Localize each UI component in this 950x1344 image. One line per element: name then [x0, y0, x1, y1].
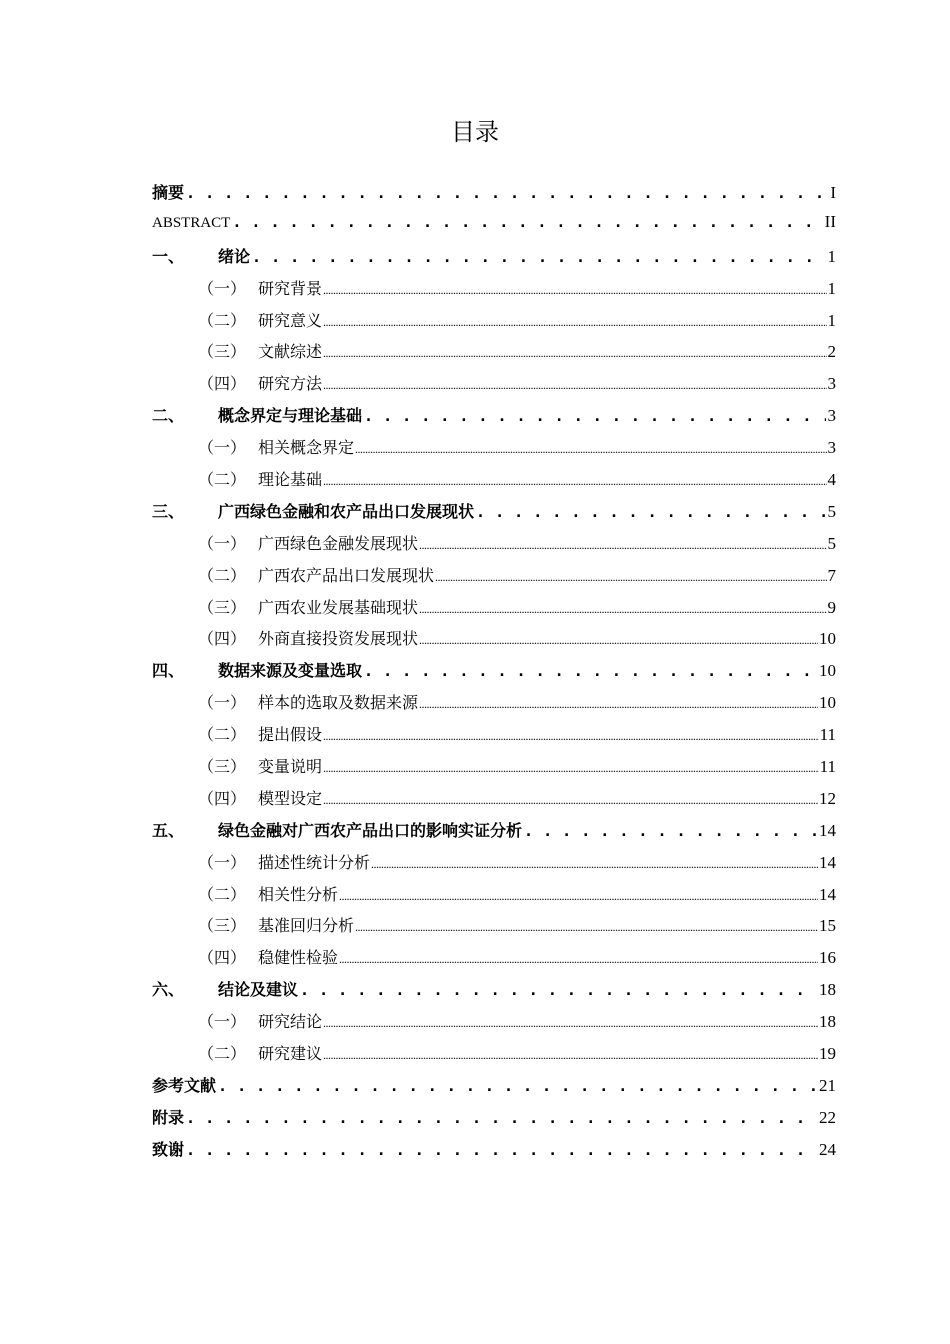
toc-entry-number: （一） — [198, 693, 247, 713]
toc-page-number: 3 — [827, 374, 836, 394]
toc-dot-leader — [300, 981, 817, 999]
toc-dot-leader — [355, 442, 826, 457]
toc-entry-number: 一、 — [152, 246, 185, 266]
toc-dot-leader — [339, 889, 818, 904]
toc-entry-label: 研究建议 — [258, 1044, 323, 1064]
toc-entry-number: （一） — [198, 533, 247, 553]
toc-chapter-entry[interactable] — [152, 977, 836, 1009]
toc-entry-number: （四） — [198, 374, 247, 394]
toc-dot-leader — [419, 602, 826, 617]
toc-entry-label: 研究背景 — [258, 278, 323, 298]
toc-dot-leader — [419, 538, 826, 553]
toc-entry-number: 四、 — [152, 661, 185, 681]
toc-page-number: 7 — [827, 565, 836, 585]
toc-page-number: 18 — [819, 1012, 836, 1032]
toc-section-entry[interactable] — [152, 754, 836, 786]
toc-entry-label: 变量说明 — [258, 757, 323, 777]
page-title: 目录 — [451, 118, 499, 146]
toc-entry-label: 相关性分析 — [258, 884, 339, 904]
toc-section-entry[interactable] — [152, 690, 836, 722]
toc-section-entry[interactable] — [152, 435, 836, 467]
toc-entry-label: 稳健性检验 — [258, 948, 339, 968]
toc-entry-number: 五、 — [152, 820, 185, 840]
toc-page-number: 24 — [819, 1139, 836, 1159]
toc-section-entry[interactable] — [152, 913, 836, 945]
toc-entry-number: （二） — [198, 565, 247, 585]
toc-entry-number: （二） — [198, 884, 247, 904]
toc-dot-leader — [323, 283, 826, 298]
toc-section-entry[interactable] — [152, 882, 836, 914]
toc-chapter-entry[interactable] — [152, 212, 836, 244]
toc-entry-number: （二） — [198, 725, 247, 745]
toc-page-number: 22 — [819, 1107, 836, 1127]
toc-entry-label: 广西农产品出口发展现状 — [258, 565, 435, 585]
toc-chapter-entry[interactable] — [152, 818, 836, 850]
toc-entry-label: 外商直接投资发展现状 — [258, 629, 419, 649]
toc-page-number: 12 — [819, 788, 836, 808]
toc-entry-number: （二） — [198, 310, 247, 330]
table-of-contents — [152, 180, 836, 1169]
toc-entry-number: （三） — [198, 597, 247, 617]
toc-entry-number: 三、 — [152, 501, 185, 521]
toc-section-entry[interactable] — [152, 1041, 836, 1073]
toc-entry-number: （三） — [198, 342, 247, 362]
toc-entry-label: 相关概念界定 — [258, 438, 355, 458]
toc-dot-leader — [524, 822, 817, 840]
toc-dot-leader — [419, 633, 818, 648]
toc-dot-leader — [186, 1141, 817, 1159]
toc-entry-number: （四） — [198, 948, 247, 968]
toc-dot-leader — [364, 662, 817, 680]
toc-entry-number: （四） — [198, 629, 247, 649]
toc-entry-number: （四） — [198, 788, 247, 808]
toc-entry-label: 摘要 — [152, 183, 185, 202]
toc-page-number: II — [824, 211, 836, 231]
toc-page-number: 1 — [827, 278, 836, 298]
toc-dot-leader — [323, 761, 819, 776]
toc-chapter-entry[interactable] — [152, 499, 836, 531]
toc-dot-leader — [419, 697, 818, 712]
toc-page-number: 21 — [819, 1075, 836, 1095]
toc-section-entry[interactable] — [152, 945, 836, 977]
toc-section-entry[interactable] — [152, 467, 836, 499]
toc-page-number: 2 — [827, 342, 836, 362]
toc-page-number: 4 — [827, 470, 836, 490]
toc-chapter-entry[interactable] — [152, 403, 836, 435]
toc-dot-leader — [323, 1048, 818, 1063]
toc-entry-label: 研究结论 — [258, 1012, 323, 1032]
toc-entry-number: 六、 — [152, 980, 185, 1000]
toc-page-number: 19 — [819, 1044, 836, 1064]
toc-dot-leader — [232, 213, 822, 231]
toc-dot-leader — [323, 474, 826, 489]
toc-dot-leader — [323, 1016, 818, 1031]
toc-dot-leader — [218, 1077, 817, 1095]
toc-entry-label: 研究方法 — [258, 374, 323, 394]
toc-page-number: 15 — [819, 916, 836, 936]
toc-chapter-entry[interactable] — [152, 1137, 836, 1169]
toc-dot-leader — [252, 248, 825, 266]
toc-page-number: 18 — [819, 980, 836, 1000]
toc-page-number: 9 — [827, 597, 836, 617]
toc-chapter-entry[interactable] — [152, 244, 836, 276]
toc-entry-label: 样本的选取及数据来源 — [258, 693, 419, 713]
toc-entry-label: 基准回归分析 — [258, 916, 355, 936]
toc-section-entry[interactable] — [152, 722, 836, 754]
toc-entry-label: 致谢 — [152, 1139, 185, 1159]
toc-entry-label: 提出假设 — [258, 725, 323, 745]
toc-dot-leader — [435, 570, 826, 585]
toc-page-number: 14 — [819, 852, 836, 872]
toc-section-entry[interactable] — [152, 850, 836, 882]
toc-entry-number: （二） — [198, 470, 247, 490]
toc-entry-label: 绪论 — [218, 246, 251, 266]
toc-dot-leader — [323, 378, 826, 393]
toc-entry-label: 理论基础 — [258, 470, 323, 490]
toc-dot-leader — [323, 346, 826, 361]
toc-entry-number: （三） — [198, 916, 247, 936]
toc-section-entry[interactable] — [152, 371, 836, 403]
toc-section-entry[interactable] — [152, 339, 836, 371]
toc-entry-label: 文献综述 — [258, 342, 323, 362]
toc-entry-number: （一） — [198, 852, 247, 872]
toc-section-entry[interactable] — [152, 786, 836, 818]
toc-entry-label: 广西绿色金融和农产品出口发展现状 — [218, 501, 475, 521]
toc-page-number: 16 — [819, 948, 836, 968]
toc-page-number: I — [830, 183, 836, 202]
toc-page-number: 5 — [827, 501, 836, 521]
toc-dot-leader — [371, 857, 818, 872]
toc-entry-number: 二、 — [152, 406, 185, 426]
toc-section-entry[interactable] — [152, 276, 836, 308]
toc-dot-leader — [355, 920, 818, 935]
toc-dot-leader — [186, 184, 828, 202]
toc-page-number: 14 — [819, 820, 836, 840]
toc-chapter-entry[interactable] — [152, 1105, 836, 1137]
toc-entry-label: 参考文献 — [152, 1075, 217, 1095]
toc-entry-label: 模型设定 — [258, 788, 323, 808]
toc-page-number: 10 — [819, 693, 836, 713]
toc-entry-label: 描述性统计分析 — [258, 852, 371, 872]
toc-entry-label: 绿色金融对广西农产品出口的影响实证分析 — [218, 820, 523, 840]
toc-dot-leader — [323, 793, 818, 808]
toc-section-entry[interactable] — [152, 595, 836, 627]
toc-dot-leader — [339, 952, 818, 967]
toc-entry-number: （一） — [198, 438, 247, 458]
toc-page-number: 10 — [819, 661, 836, 681]
toc-section-entry[interactable] — [152, 1009, 836, 1041]
toc-page-number: 11 — [819, 725, 836, 745]
toc-entry-label: 附录 — [152, 1107, 185, 1127]
toc-chapter-entry[interactable] — [152, 180, 836, 212]
toc-dot-leader — [323, 729, 819, 744]
toc-dot-leader — [323, 315, 826, 330]
toc-entry-number: （二） — [198, 1044, 247, 1064]
toc-entry-label: ABSTRACT — [152, 214, 231, 231]
toc-page-number: 14 — [819, 884, 836, 904]
toc-entry-label: 结论及建议 — [218, 980, 299, 1000]
toc-dot-leader — [186, 1109, 817, 1127]
toc-page-number: 3 — [827, 438, 836, 458]
toc-entry-label: 广西绿色金融发展现状 — [258, 533, 419, 553]
toc-dot-leader — [476, 503, 825, 521]
toc-page-number: 1 — [827, 246, 836, 266]
toc-entry-label: 概念界定与理论基础 — [218, 406, 363, 426]
toc-page-number: 1 — [827, 310, 836, 330]
toc-entry-label: 研究意义 — [258, 310, 323, 330]
toc-dot-leader — [364, 407, 825, 425]
toc-section-entry[interactable] — [152, 308, 836, 340]
toc-entry-number: （三） — [198, 757, 247, 777]
toc-entry-number: （一） — [198, 1012, 247, 1032]
toc-chapter-entry[interactable] — [152, 1073, 836, 1105]
toc-page-number: 5 — [827, 533, 836, 553]
toc-section-entry[interactable] — [152, 626, 836, 658]
toc-chapter-entry[interactable] — [152, 658, 836, 690]
toc-section-entry[interactable] — [152, 531, 836, 563]
toc-section-entry[interactable] — [152, 563, 836, 595]
toc-entry-label: 数据来源及变量选取 — [218, 661, 363, 681]
toc-entry-label: 广西农业发展基础现状 — [258, 597, 419, 617]
toc-page-number: 10 — [819, 629, 836, 649]
toc-page-number: 11 — [819, 757, 836, 777]
toc-entry-number: （一） — [198, 278, 247, 298]
toc-page-number: 3 — [827, 406, 836, 426]
